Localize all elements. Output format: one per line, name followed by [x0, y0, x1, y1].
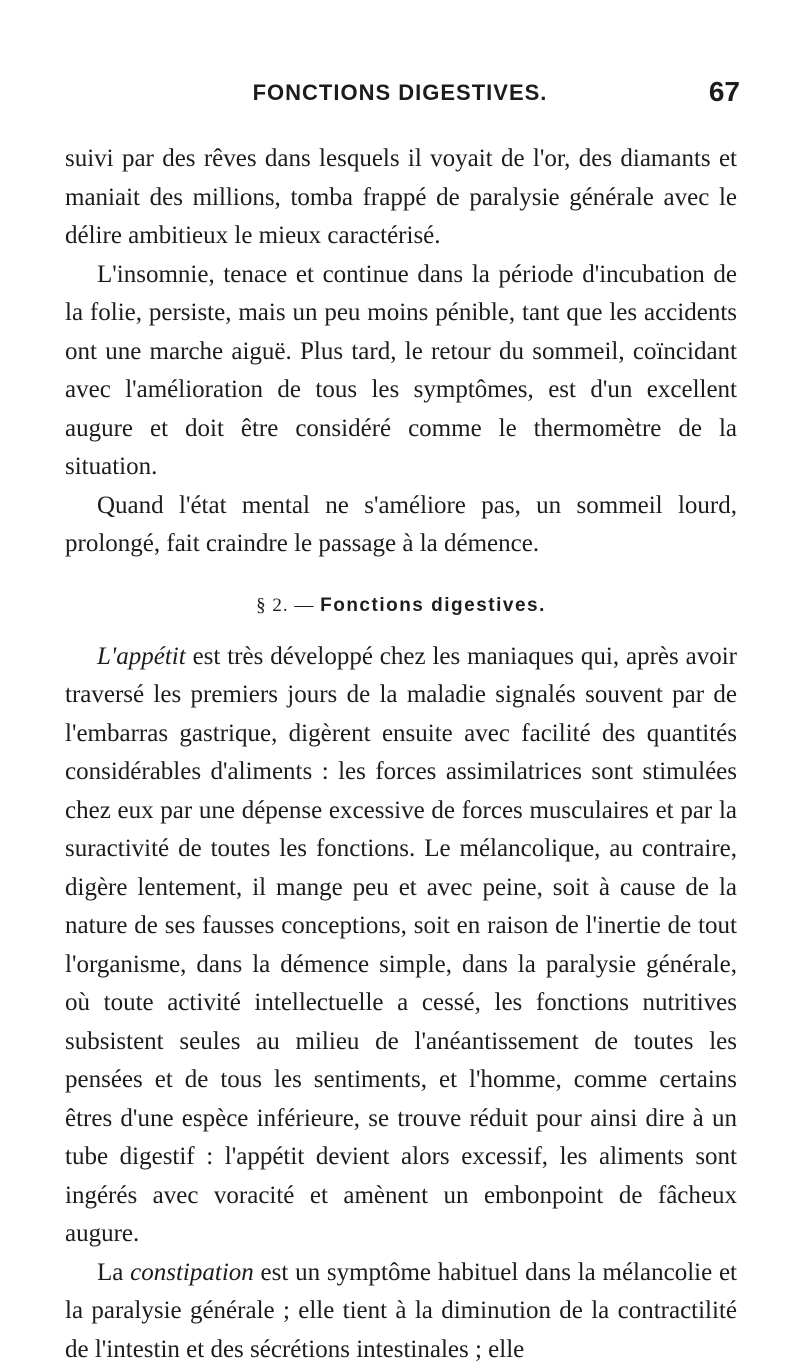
paragraph-constipation [65, 1254, 737, 1369]
paragraph-insomnie: L'insomnie, tenace et continue dans la période d'incubation de la folie, persiste, mais un peu moins pénible, tant que les accidents ont une marche aiguë. Plus tard, le retour du sommeil, coïncidant avec l'amélioration de tous les symptômes, est d'un excellent augure et doit être considéré comme le thermomètre de la situation. [65, 256, 737, 487]
paragraph-etat-mental: Quand l'état mental ne s'améliore pas, un sommeil lourd, prolongé, fait craindre le passage à la démence. [65, 487, 737, 564]
page-number: 67 [709, 76, 740, 108]
paragraph-continuation: suivi par des rêves dans lesquels il voyait de l'or, des diamants et maniait des millions, tomba frappé de paralysie générale avec le délire ambitieux le mieux caractérisé. [65, 140, 737, 256]
page-header [60, 76, 740, 116]
section-number: § 2. — [256, 595, 314, 616]
paragraph-appetit [65, 638, 737, 1254]
section-title: Fonctions digestives. [320, 595, 546, 616]
paragraph-constipation-prefix: La [97, 1259, 130, 1286]
running-head: FONCTIONS DIGESTIVES. [60, 80, 740, 106]
paragraph-appetit-text: est très développé chez les maniaques qui, après avoir traversé les premiers jours de la maladie signalés souvent par de l'embarras gastrique, digèrent ensuite avec facilité des quantités considérables d'aliments : les forces assimilatrices sont stimulées chez eux par une dépense excessive de forces musculaires et par la suractivité de toutes les fonctions. Le mélancolique, au contraire, digère lentement, il mange peu et avec peine, soit à cause de la nature de ses fausses conceptions, soit en raison de l'inertie de tout l'organisme, dans la démence simple, dans la paralysie générale, où toute activité intellectuelle a cessé, les fonctions nutritives subsistent seules au milieu de l'anéantissement de toutes les pensées et de tous les sentiments, et l'homme, comme certains êtres d'une espèce inférieure, se trouve réduit pour ainsi dire à un tube digestif : l'appétit devient alors excessif, les aliments sont ingérés avec voracité et amènent un embonpoint de fâcheux augure. [65, 643, 737, 1248]
paragraph-constipation-text: est un symptôme habituel dans la mélancolie et la paralysie générale ; elle tient à la diminution de la contractilité de l'intestin et des sécrétions intestinales ; elle [65, 1259, 737, 1363]
term-constipation: constipation [130, 1259, 254, 1286]
term-appetit: L'appétit [97, 643, 186, 670]
body-text [65, 140, 737, 1369]
section-heading [65, 594, 737, 618]
